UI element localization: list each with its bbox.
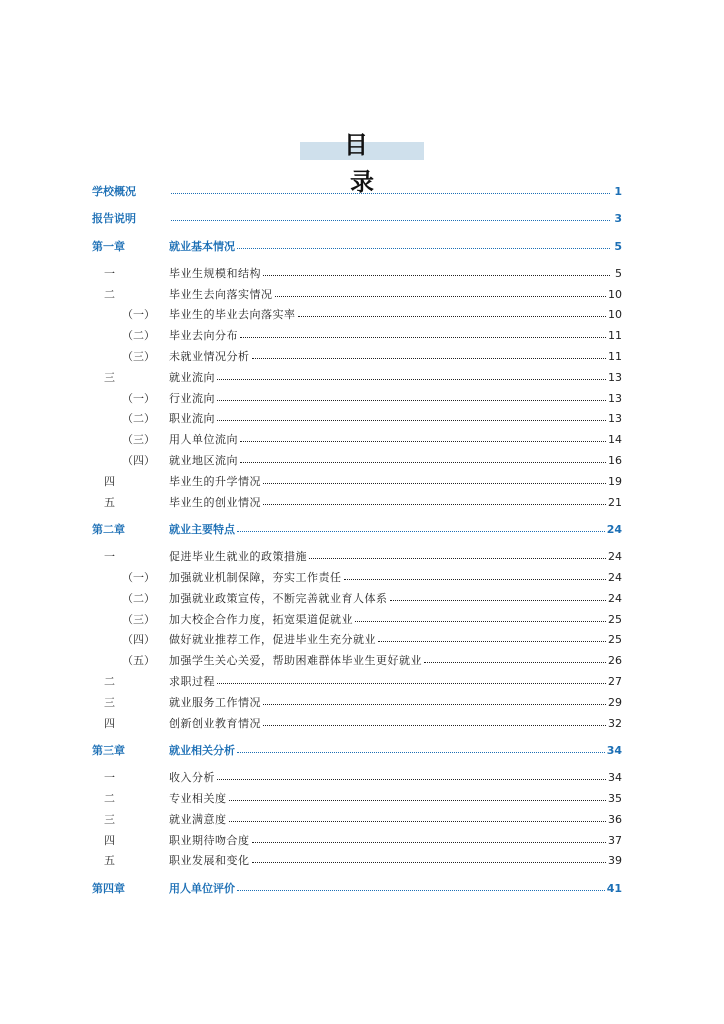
toc-number: 四 [104,833,115,847]
toc-page-number: 16 [608,454,622,468]
toc-leader-dots [217,369,606,380]
toc-leader-dots [390,590,607,601]
toc-section-row[interactable] [92,693,622,714]
toc-number: （一） [122,308,155,322]
toc-section-row[interactable] [92,851,622,872]
toc-number: 一 [104,771,115,785]
toc-leader-dots [309,548,606,559]
toc-section-row[interactable] [92,285,622,306]
toc-leader-dots [424,652,606,663]
toc-leader-dots [237,880,605,891]
toc-page-number: 24 [608,591,622,605]
toc-number: 第三章 [92,743,125,757]
toc-label: 加强学生关心关爱，帮助困难群体毕业生更好就业 [169,654,422,668]
toc-number: （四） [122,454,155,468]
toc-leader-dots [240,431,606,442]
toc-number: 五 [104,854,115,868]
toc-page-number: 5 [615,266,622,280]
toc-page-number: 35 [608,792,622,806]
toc-chapter-row[interactable] [92,879,622,900]
toc-number: 四 [104,474,115,488]
toc-label: 毕业生规模和结构 [169,266,261,280]
toc-section-row[interactable] [92,326,622,347]
toc-page-number: 10 [608,308,622,322]
toc-leader-dots [237,238,610,249]
toc-label: 创新创业教育情况 [169,716,261,730]
toc-page-number: 11 [608,329,622,343]
toc-section-row[interactable] [92,568,622,589]
toc-leader-dots [171,210,610,221]
toc-page-number: 32 [608,716,622,730]
toc-section-row[interactable] [92,831,622,852]
toc-label: 就业服务工作情况 [169,695,261,709]
toc-number: 三 [104,370,115,384]
toc-page-number: 19 [608,474,622,488]
toc-number: （三） [122,433,155,447]
toc-number: （二） [122,329,155,343]
toc-page-number: 36 [608,812,622,826]
toc-page-number: 3 [614,212,622,226]
toc-leader-dots [237,742,605,753]
toc-page-number: 11 [608,350,622,364]
toc-number: 二 [104,287,115,301]
toc-section-row[interactable] [92,768,622,789]
toc-section-row[interactable] [92,651,622,672]
toc-section-row[interactable] [92,409,622,430]
toc-leader-dots [229,811,607,822]
toc-leader-dots [237,521,605,532]
toc-label: 毕业去向分布 [169,329,238,343]
toc-page-number: 26 [608,654,622,668]
toc-label: 就业地区流向 [169,454,238,468]
toc-page-number: 41 [606,881,622,895]
toc-section-row[interactable] [92,305,622,326]
toc-section-row[interactable] [92,789,622,810]
toc-section-row[interactable] [92,347,622,368]
toc-section-row[interactable] [92,610,622,631]
toc-label: 收入分析 [169,771,215,785]
toc-leader-dots [263,694,606,705]
toc-number: 一 [104,266,115,280]
toc-page-number: 25 [608,612,622,626]
toc-leader-dots [263,473,606,484]
toc-number: 报告说明 [92,212,136,226]
toc-leader-dots [240,452,606,463]
toc-page-number: 10 [608,287,622,301]
toc-label: 毕业生的毕业去向落实率 [169,308,296,322]
toc-section-row[interactable] [92,368,622,389]
toc-number: （一） [122,571,155,585]
toc-section-row[interactable] [92,451,622,472]
toc-number: 第一章 [92,239,125,253]
toc-number: （三） [122,350,155,364]
table-of-contents [92,182,622,906]
toc-page-number: 25 [608,633,622,647]
toc-number: 第二章 [92,522,125,536]
toc-leader-dots [229,790,607,801]
page-title: 目 录 [343,131,386,196]
toc-number: 学校概况 [92,185,136,198]
toc-page-number: 29 [608,695,622,709]
toc-number: 三 [104,812,115,826]
toc-page-number: 24 [606,522,622,536]
toc-label: 毕业生去向落实情况 [169,287,273,301]
toc-leader-dots [217,410,606,421]
toc-section-row[interactable] [92,547,622,568]
toc-section-row[interactable] [92,630,622,651]
toc-leader-dots [275,286,607,297]
toc-leader-dots [217,390,606,401]
toc-label: 职业流向 [169,412,215,426]
toc-label: 专业相关度 [169,792,227,806]
toc-page-number: 5 [614,239,622,253]
toc-leader-dots [240,327,606,338]
toc-section-row[interactable] [92,389,622,410]
toc-number: （二） [122,591,155,605]
toc-page-number: 24 [608,571,622,585]
toc-page-number: 39 [608,854,622,868]
toc-section-row[interactable] [92,714,622,735]
toc-number: （四） [122,633,155,647]
toc-page-number: 21 [608,495,622,509]
toc-leader-dots [217,769,606,780]
toc-leader-dots [252,832,607,843]
toc-page-number: 1 [614,185,622,198]
toc-label: 加强就业机制保障，夯实工作责任 [169,571,342,585]
toc-number: 第四章 [92,881,125,895]
title-box [300,128,424,196]
toc-label: 就业基本情况 [169,239,235,253]
toc-number: （三） [122,612,155,626]
toc-label: 加大校企合作力度，拓宽渠道促就业 [169,612,353,626]
toc-chapter-row[interactable] [92,209,622,230]
toc-section-row[interactable] [92,672,622,693]
toc-label: 职业发展和变化 [169,854,250,868]
toc-number: 一 [104,550,115,564]
toc-leader-dots [252,852,607,863]
toc-label: 就业主要特点 [169,522,235,536]
toc-label: 职业期待吻合度 [169,833,250,847]
toc-label: 毕业生的升学情况 [169,474,261,488]
toc-leader-dots [378,631,606,642]
toc-label: 未就业情况分析 [169,350,250,364]
toc-leader-dots [298,306,607,317]
toc-page-number: 14 [608,433,622,447]
toc-label: 就业流向 [169,370,215,384]
toc-label: 用人单位流向 [169,433,238,447]
toc-number: （二） [122,412,155,426]
toc-leader-dots [171,183,610,194]
toc-section-row[interactable] [92,810,622,831]
toc-label: 促进毕业生就业的政策措施 [169,550,307,564]
toc-label: 用人单位评价 [169,881,235,895]
toc-page-number: 24 [608,550,622,564]
toc-page-number: 13 [608,391,622,405]
toc-leader-dots [252,348,607,359]
toc-page-number: 34 [606,743,622,757]
toc-leader-dots [263,265,610,276]
toc-number: 四 [104,716,115,730]
toc-section-row[interactable] [92,589,622,610]
toc-section-row[interactable] [92,430,622,451]
toc-label: 就业相关分析 [169,743,235,757]
toc-page-number: 13 [608,370,622,384]
toc-label: 毕业生的创业情况 [169,495,261,509]
toc-leader-dots [355,611,606,622]
toc-leader-dots [344,569,607,580]
toc-number: （五） [122,654,155,668]
toc-leader-dots [263,715,606,726]
toc-chapter-row[interactable] [92,741,622,762]
toc-leader-dots [263,494,606,505]
toc-page-number: 34 [608,771,622,785]
toc-label: 加强就业政策宣传，不断完善就业育人体系 [169,591,388,605]
toc-section-row[interactable] [92,264,622,285]
toc-number: （一） [122,391,155,405]
toc-chapter-row[interactable] [92,520,622,541]
toc-number: 三 [104,695,115,709]
toc-page-number: 13 [608,412,622,426]
toc-label: 求职过程 [169,675,215,689]
toc-chapter-row[interactable] [92,237,622,258]
toc-leader-dots [217,673,606,684]
toc-section-row[interactable] [92,493,622,514]
toc-label: 就业满意度 [169,812,227,826]
toc-number: 二 [104,792,115,806]
toc-label: 做好就业推荐工作，促进毕业生充分就业 [169,633,376,647]
toc-section-row[interactable] [92,472,622,493]
toc-label: 行业流向 [169,391,215,405]
toc-number: 二 [104,675,115,689]
toc-chapter-row[interactable] [92,182,622,203]
toc-page-number: 27 [608,675,622,689]
toc-page-number: 37 [608,833,622,847]
toc-number: 五 [104,495,115,509]
